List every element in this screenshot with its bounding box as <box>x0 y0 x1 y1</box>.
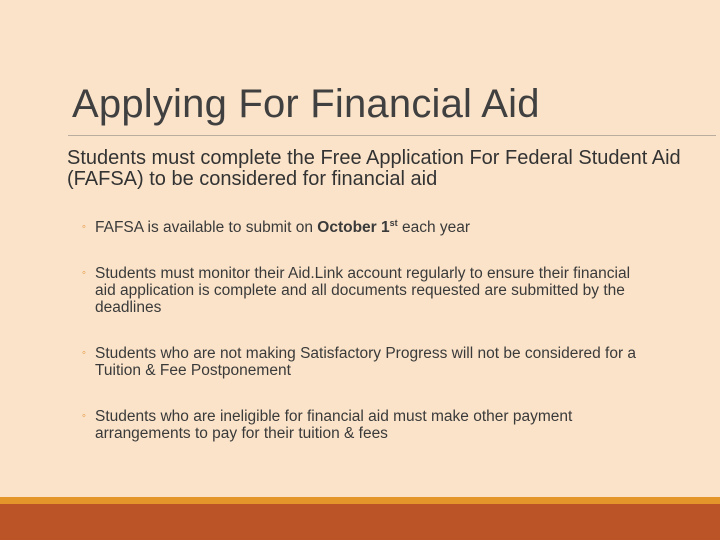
bullet-text: Students who are ineligible for financial aid must make other payment arrangements to pay for their tuition & fees <box>95 408 573 442</box>
bullet-text: Students who are not making Satisfactory Progress will not be considered for a Tuition & Fee Postponement <box>95 345 637 379</box>
bullet-item-ineligible <box>82 408 642 442</box>
bullet-item-satisfactory-progress <box>82 345 642 379</box>
bullet-text: Students must monitor their Aid.Link account regularly to ensure their financial aid application is complete and all documents requested are submitted by the deadlines <box>95 265 631 316</box>
bullet-marker-icon: ◦ <box>82 410 86 422</box>
footer-accent-band <box>0 497 720 504</box>
lead-paragraph: Students must complete the Free Application For Federal Student Aid (FAFSA) to be considered for financial aid <box>67 147 681 190</box>
bullet-marker-icon: ◦ <box>82 267 86 279</box>
title-divider <box>68 135 716 136</box>
bullet-item-fafsa-date <box>82 219 642 236</box>
bullet-list <box>82 219 642 442</box>
bullet-text-bold: October 1 <box>317 219 390 236</box>
slide-title: Applying For Financial Aid <box>72 82 540 126</box>
bullet-item-aidlink <box>82 265 642 316</box>
footer-band <box>0 504 720 540</box>
bullet-marker-icon: ◦ <box>82 221 86 233</box>
bullet-text-superscript: st <box>389 218 398 228</box>
bullet-text-after: each year <box>397 219 471 236</box>
bullet-marker-icon: ◦ <box>82 347 86 359</box>
bullet-text-before: FAFSA is available to submit on <box>95 219 318 236</box>
